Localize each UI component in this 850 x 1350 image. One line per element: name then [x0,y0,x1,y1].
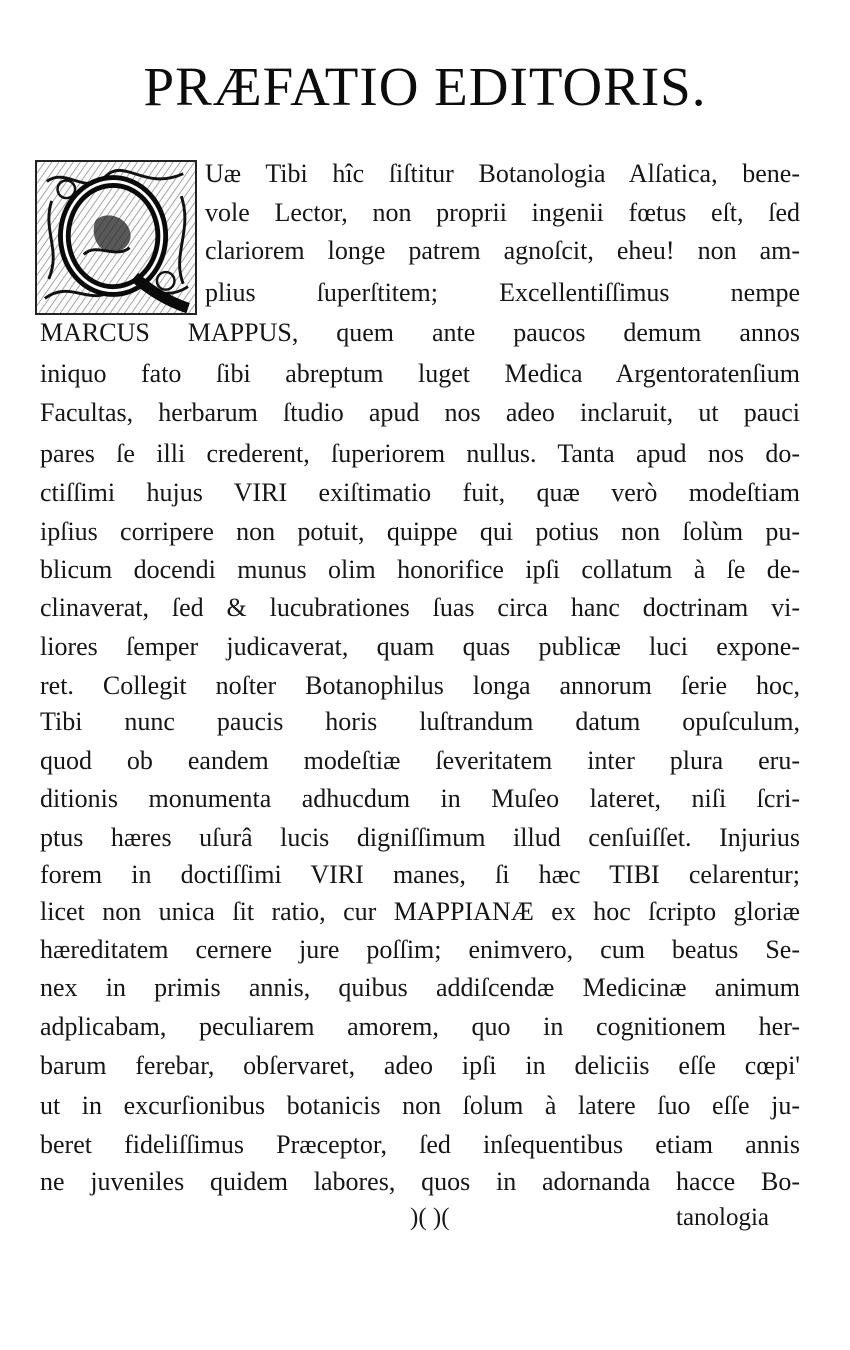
text-line-12: clinaverat, ſed & lucubrationes ſuas circa hanc doctrinam vi- [40,593,800,622]
text-line-23: adplicabam, peculiarem amorem, quo in cognitionem her- [40,1012,800,1041]
text-line-25: ut in excurſionibus botanicis non ſolum à latere ſuo eſſe ju- [40,1091,800,1120]
ornament-drawing [37,162,195,313]
text-line-19: forem in doctiſſimi VIRI manes, ſi hæc TIBI celarentur; [40,860,800,889]
text-line-13: liores ſemper judicaverat, quam quas publicæ luci expone- [40,632,800,661]
text-line-20: licet non unica ſit ratio, cur MAPPIANÆ ex hoc ſcripto gloriæ [40,897,800,926]
text-line-7: Facultas, herbarum ſtudio apud nos adeo inclaruit, ut pauci [40,398,800,427]
text-line-26: beret fideliſſimus Præceptor, ſed inſequentibus etiam annis [40,1130,800,1159]
page-title: PRÆFATIO EDITORIS. [143,56,707,117]
text-line-6: iniquo fato ſibi abreptum luget Medica Argentoratenſium [40,359,800,388]
text-line-22: nex in primis annis, quibus addiſcendæ Medicinæ animum [40,973,800,1002]
text-line-9: ctiſſimi hujus VIRI exiſtimatio fuit, quæ verò modeſtiam [40,478,800,507]
text-line-18: ptus hæres uſurâ lucis digniſſimum illud cenſuiſſet. Injurius [40,823,800,852]
catchword: tanologia [676,1204,770,1231]
text-line-17: ditionis monumenta adhucdum in Muſeo lateret, niſi ſcri- [40,784,800,813]
text-line-21: hæreditatem cernere jure poſſim; enimvero, cum beatus Se- [40,935,800,964]
text-line-2: vole Lector, non proprii ingenii fœtus eſt, ſed [205,198,800,227]
text-line-3: clariorem longe patrem agnoſcit, eheu! non am- [205,236,800,265]
text-line-16: quod ob eandem modeſtiæ ſeveritatem inter plura eru- [40,746,800,775]
text-line-24: barum ferebar, obſervaret, adeo ipſi in deliciis eſſe cœpi' [40,1051,800,1080]
text-line-1: Uæ Tibi hîc ſiſtitur Botanologia Alſatica, bene- [205,159,800,188]
text-line-14: ret. Collegit noſter Botanophilus longa annorum ſerie hoc, [40,671,800,700]
text-line-27: ne juveniles quidem labores, quos in adornanda hacce Bo- [40,1167,800,1196]
text-line-4: plius ſuperſtitem; Excellentiſſimus nempe [205,278,800,307]
text-line-10: ipſius corripere non potuit, quippe qui potius non ſolùm pu- [40,517,800,546]
text-line-15: Tibi nunc paucis horis luſtrandum datum opuſculum, [40,707,800,736]
signature-mark: )( )( [410,1204,450,1231]
text-line-8: pares ſe illi crederent, ſuperiorem nullus. Tanta apud nos do- [40,439,800,468]
decorated-initial-q-icon [35,160,197,315]
text-line-11: blicum docendi munus olim honorifice ipſi collatum à ſe de- [40,555,800,584]
text-line-5: MARCUS MAPPUS, quem ante paucos demum annos [40,318,800,347]
